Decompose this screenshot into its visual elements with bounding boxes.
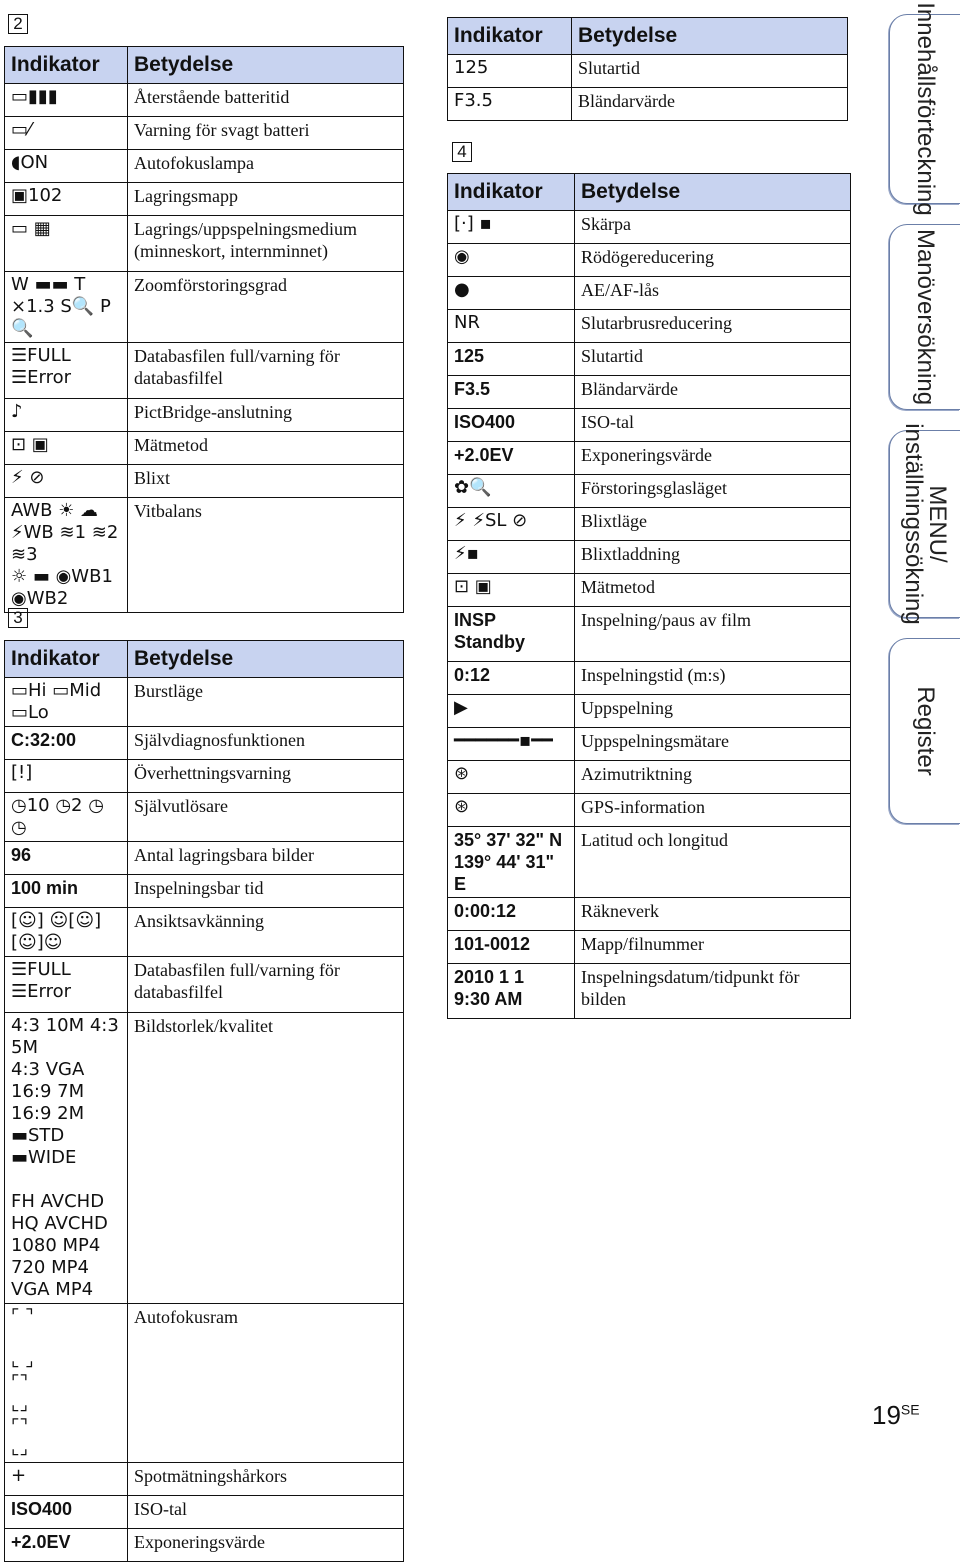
meaning-cell: GPS-information [575,794,851,827]
indicator-cell: INSP Standby [448,607,575,662]
indicator-cell: ━━━━━━▪━━ [448,728,575,761]
meaning-cell: Inspelning/paus av film [575,607,851,662]
table-row [5,875,404,908]
indicator-cell: NR [448,310,575,343]
meaning-cell: Spotmätningshårkors [128,1463,404,1496]
meaning-cell: Slutartid [575,343,851,376]
table-row [5,117,404,150]
meaning-cell: Mätmetod [128,432,404,465]
table-row [448,574,851,607]
table-row [448,607,851,662]
table-row [5,1529,404,1562]
indicator-cell: ⊡ ▣ [5,432,128,465]
table-row [448,409,851,442]
table-row [5,84,404,117]
indicator-cell: 35° 37' 32" N 139° 44' 31" E [448,827,575,898]
indicator-cell: ☰FULL ☰Error [5,343,128,399]
table-row [448,244,851,277]
meaning-cell: Inspelningstid (m:s) [575,662,851,695]
section-2-label: 2 [8,14,28,34]
meaning-cell: Burstläge [128,678,404,727]
indicator-cell: ⚡ ⊘ [5,465,128,498]
meaning-cell: ISO-tal [128,1496,404,1529]
indicator-cell: ⊛ [448,761,575,794]
meaning-cell: Bländarvärde [572,88,848,121]
indicator-cell: ⌜ ⌝ ⌞ ⌟ ⌜⌝ ⌞⌟ ⌜⌝ ⌞⌟ [5,1304,128,1463]
meaning-cell: Mätmetod [575,574,851,607]
table-row [448,728,851,761]
meaning-cell: Blixt [128,465,404,498]
section-4-label: 4 [452,142,472,162]
meaning-cell: Lagringsmapp [128,183,404,216]
indicator-cell: [!] [5,760,128,793]
meaning-cell: Antal lagringsbara bilder [128,842,404,875]
meaning-cell: Skärpa [575,211,851,244]
indicator-cell: ISO400 [5,1496,128,1529]
indicator-table-4 [447,173,851,1019]
column-header-indicator: Indikator [5,641,128,678]
meaning-cell: Förstoringsglasläget [575,475,851,508]
table-row [448,475,851,508]
indicator-cell: 100 min [5,875,128,908]
indicator-cell: ▭▮▮▮ [5,84,128,117]
table-row [5,1304,404,1463]
meaning-cell: Uppspelningsmätare [575,728,851,761]
meaning-cell: Exponeringsvärde [575,442,851,475]
table-row [448,931,851,964]
indicator-cell: ◷10 ◷2 ◷ ◷ [5,793,128,842]
indicator-cell: AWB ☀ ☁ ⚡WB ≋1 ≋2 ≋3 ☼ ▬ ◉WB1 ◉WB2 [5,498,128,613]
table-row [5,150,404,183]
meaning-cell: Autofokusram [128,1304,404,1463]
column-header-indicator: Indikator [448,18,572,55]
column-header-meaning: Betydelse [575,174,851,211]
table-row [5,760,404,793]
meaning-cell: Latitud och longitud [575,827,851,898]
meaning-cell: Exponeringsvärde [128,1529,404,1562]
indicator-cell: ▭⁄ [5,117,128,150]
indicator-cell: 101-0012 [448,931,575,964]
tab-label: Manöversökning [912,228,939,406]
table-row [448,898,851,931]
indicator-cell: F3.5 [448,376,575,409]
column-header-indicator: Indikator [5,47,128,84]
indicator-cell: ♪ [5,399,128,432]
table-row [5,465,404,498]
table-row [5,498,404,613]
indicator-cell: ISO400 [448,409,575,442]
table-row [5,793,404,842]
table-row [448,55,848,88]
indicator-cell: ⚡▪ [448,541,575,574]
meaning-cell: Databasfilen full/varning för databasfilfel [128,343,404,399]
indicator-cell: +2.0EV [5,1529,128,1562]
table-row [448,88,848,121]
meaning-cell: Överhettningsvarning [128,760,404,793]
meaning-cell: Slutarbrusreducering [575,310,851,343]
table-row [5,272,404,343]
table-row [5,908,404,957]
indicator-cell: [·] ▪ [448,211,575,244]
meaning-cell: Vitbalans [128,498,404,613]
column-header-meaning: Betydelse [572,18,848,55]
page-number-suffix: SE [900,1401,920,1418]
meaning-cell: Databasfilen full/varning för databasfilfel [128,957,404,1013]
indicator-cell: 96 [5,842,128,875]
indicator-table-1-continued [447,17,848,121]
meaning-cell: Zoomförstoringsgrad [128,272,404,343]
indicator-cell: 125 [448,343,575,376]
table-row [448,277,851,310]
meaning-cell: Slutartid [572,55,848,88]
meaning-cell: Autofokuslampa [128,150,404,183]
meaning-cell: Uppspelning [575,695,851,728]
indicator-cell: ▣102 [5,183,128,216]
table-row [448,662,851,695]
table-row [448,761,851,794]
table-row [5,727,404,760]
indicator-cell: ⊛ [448,794,575,827]
indicator-cell: ▭ ▦ [5,216,128,272]
meaning-cell: Återstående batteritid [128,84,404,117]
tab-index[interactable] [889,638,960,824]
table-row [448,794,851,827]
indicator-cell: ▶ [448,695,575,728]
indicator-cell: C:32:00 [5,727,128,760]
column-header-meaning: Betydelse [128,641,404,678]
table-row [448,343,851,376]
table-row [448,508,851,541]
table-row [5,1013,404,1304]
table-row [5,957,404,1013]
meaning-cell: Bländarvärde [575,376,851,409]
meaning-cell: Varning för svagt batteri [128,117,404,150]
column-header-meaning: Betydelse [128,47,404,84]
indicator-cell: ☰FULL ☰Error [5,957,128,1013]
table-row [5,399,404,432]
indicator-cell: ▭Hi ▭Mid ▭Lo [5,678,128,727]
page-number [872,1400,920,1431]
meaning-cell: Självutlösare [128,793,404,842]
indicator-cell: 0:12 [448,662,575,695]
table-row [448,695,851,728]
table-row [448,310,851,343]
table-row [5,1463,404,1496]
table-row [5,343,404,399]
indicator-cell: W ▬▬ T ×1.3 S🔍 P🔍 [5,272,128,343]
table-row [5,183,404,216]
table-row [448,541,851,574]
indicator-cell: ⚡ ⚡SL ⊘ [448,508,575,541]
tab-label: Innehållsförteckning [912,2,939,216]
indicator-cell: ◖ON [5,150,128,183]
table-row [5,678,404,727]
indicator-cell: ⊡ ▣ [448,574,575,607]
tab-table-of-contents[interactable] [889,2,960,216]
indicator-cell: ✿🔍 [448,475,575,508]
indicator-cell: ● [448,277,575,310]
table-row [448,376,851,409]
tab-menu-settings-search[interactable] [889,423,960,625]
indicator-cell: F3.5 [448,88,572,121]
meaning-cell: Självdiagnosfunktionen [128,727,404,760]
indicator-cell: ◉ [448,244,575,277]
section-3-label: 3 [8,608,28,628]
indicator-cell: 4:3 10M 4:3 5M 4:3 VGA 16:9 7M 16:9 2M ▬STD ▬WIDE FH AVCHD HQ AVCHD 1080 MP4 720 MP4 VGA MP4 [5,1013,128,1304]
column-header-indicator: Indikator [448,174,575,211]
indicator-cell: 125 [448,55,572,88]
meaning-cell: Bildstorlek/kvalitet [128,1013,404,1304]
meaning-cell: Inspelningsdatum/tidpunkt för bilden [575,964,851,1019]
meaning-cell: Blixtladdning [575,541,851,574]
indicator-table-3 [4,640,404,1562]
table-row [448,827,851,898]
indicator-table-2 [4,46,404,613]
table-row [448,442,851,475]
meaning-cell: Ansiktsavkänning [128,908,404,957]
indicator-cell: 2010 1 1 9:30 AM [448,964,575,1019]
indicator-cell: + [5,1463,128,1496]
meaning-cell: Azimutriktning [575,761,851,794]
table-row [5,842,404,875]
tab-label: Register [912,686,939,776]
page-number-value: 19 [872,1400,901,1430]
meaning-cell: Räkneverk [575,898,851,931]
meaning-cell: ISO-tal [575,409,851,442]
tab-label: MENU/ inställningssökning [900,423,951,625]
indicator-cell: 0:00:12 [448,898,575,931]
meaning-cell: AE/AF-lås [575,277,851,310]
tab-operation-search[interactable] [889,224,960,410]
table-row [5,1496,404,1529]
meaning-cell: Rödögereducering [575,244,851,277]
indicator-cell: +2.0EV [448,442,575,475]
meaning-cell: Inspelningsbar tid [128,875,404,908]
table-row [448,211,851,244]
meaning-cell: Mapp/filnummer [575,931,851,964]
meaning-cell: PictBridge-anslutning [128,399,404,432]
indicator-cell: [☺] ☺[☺] [☺]☺ [5,908,128,957]
table-row [448,964,851,1019]
meaning-cell: Blixtläge [575,508,851,541]
meaning-cell: Lagrings/uppspelningsmedium (minneskort, internminnet) [128,216,404,272]
table-row [5,216,404,272]
table-row [5,432,404,465]
